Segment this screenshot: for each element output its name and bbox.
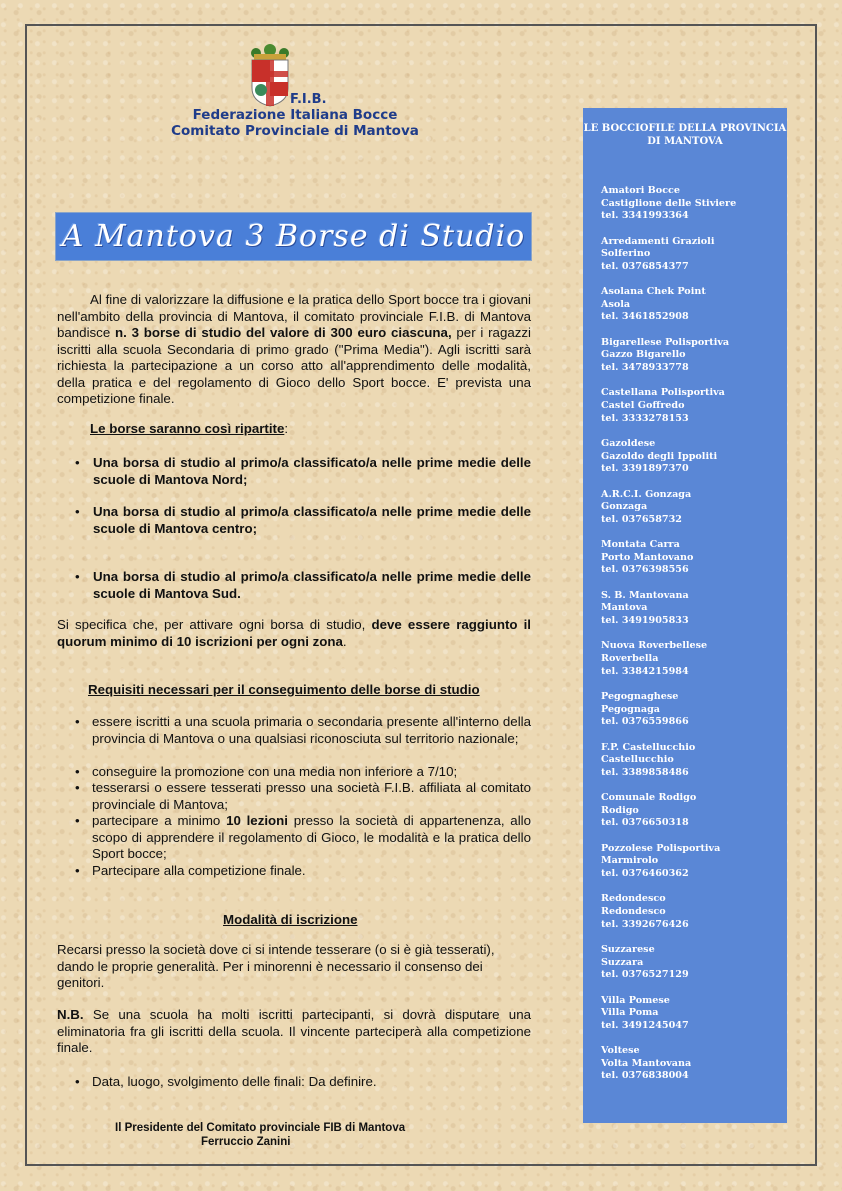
list-item <box>75 714 531 747</box>
club-town: Marmirolo <box>601 855 659 867</box>
distribution-item-text: Una borsa di studio al primo/a classificato/a nelle prime medie delle scuole di Mantova Nord; <box>93 455 531 487</box>
club-entry <box>601 590 689 628</box>
club-tel: tel. 3491245047 <box>601 1019 689 1031</box>
registration-heading <box>223 912 423 929</box>
organization-header <box>150 92 440 139</box>
club-tel: tel. 3389858486 <box>601 766 689 778</box>
list-item <box>75 1074 531 1091</box>
bullet-icon: • <box>75 504 80 519</box>
page-title: A Mantova 3 Borse di Studio <box>61 219 526 254</box>
bullet-icon: • <box>75 780 80 795</box>
president-name: Ferruccio Zanini <box>201 1136 291 1148</box>
club-entry <box>601 944 689 982</box>
club-town: Mantova <box>601 602 648 614</box>
bullet-icon: • <box>75 863 80 878</box>
club-town: Villa Poma <box>601 1007 659 1019</box>
org-name: Federazione Italiana Bocce <box>192 107 398 123</box>
club-name: Castellana Polisportiva <box>601 387 725 399</box>
club-name: Pozzolese Polisportiva <box>601 842 721 854</box>
distribution-heading-colon: : <box>284 421 289 436</box>
quorum-end: . <box>342 633 347 649</box>
club-entry <box>601 640 707 678</box>
club-tel: tel. 0376559866 <box>601 716 689 728</box>
club-town: Castiglione delle Stiviere <box>601 197 737 209</box>
distribution-heading-text: Le borse saranno così ripartite <box>90 421 285 436</box>
bullet-icon: • <box>75 714 80 729</box>
sidebar-title-line1: LE BOCCIOFILE DELLA PROVINCIA <box>583 123 787 134</box>
club-name: Voltese <box>601 1045 640 1057</box>
club-entry <box>601 236 714 274</box>
club-town: Asola <box>601 298 631 310</box>
club-tel: tel. 3461852908 <box>601 311 689 323</box>
club-town: Castel Goffredo <box>601 399 685 411</box>
requirement-pre: partecipare a minimo <box>92 813 227 828</box>
title-banner <box>55 212 532 261</box>
distribution-item-text: Una borsa di studio al primo/a classificato/a nelle prime medie delle scuole di Mantova centro; <box>93 504 531 536</box>
club-name: S. B. Mantovana <box>601 589 689 601</box>
club-tel: tel. 0376398556 <box>601 564 689 576</box>
requirement-text: tesserarsi o essere tesserati presso una società F.I.B. affiliata al comitato provinciale di Mantova; <box>92 780 531 812</box>
bullet-icon: • <box>75 764 80 779</box>
org-committee: Comitato Provinciale di Mantova <box>171 123 419 139</box>
club-name: Arredamenti Grazioli <box>601 235 715 247</box>
list-item <box>75 780 531 813</box>
club-name: Bigarellese Polisportiva <box>601 336 730 348</box>
registration-heading-text: Modalità di iscrizione <box>223 912 358 927</box>
club-name: Villa Pomese <box>601 994 670 1006</box>
club-town: Volta Mantovana <box>601 1057 692 1069</box>
club-town: Roverbella <box>601 652 659 664</box>
club-town: Redondesco <box>601 905 666 917</box>
president-title: Il Presidente del Comitato provinciale FIB di Mantova <box>115 1122 406 1134</box>
club-town: Porto Mantovano <box>601 551 694 563</box>
requirements-heading <box>88 682 528 699</box>
final-info-text: Data, luogo, svolgimento delle finali: Da definire. <box>92 1074 377 1089</box>
list-item <box>75 764 531 781</box>
requirement-text: Partecipare alla competizione finale. <box>92 863 306 878</box>
nb-label: N.B. <box>57 1007 84 1022</box>
club-town: Gazzo Bigarello <box>601 349 686 361</box>
club-entry <box>601 539 693 577</box>
club-entry <box>601 742 695 780</box>
club-tel: tel. 037658732 <box>601 513 682 525</box>
club-name: Gazoldese <box>601 438 656 449</box>
club-entry <box>601 843 720 881</box>
club-entry <box>601 387 725 425</box>
club-entry <box>601 792 696 830</box>
club-name: Pegognaghese <box>601 691 679 702</box>
club-tel: tel. 3392676426 <box>601 918 689 930</box>
club-tel: tel. 3491905833 <box>601 614 689 626</box>
requirement-text: conseguire la promozione con una media non inferiore a 7/10; <box>92 764 458 779</box>
requirement-bold: 10 lezioni <box>226 813 288 828</box>
club-town: Castellucchio <box>601 754 674 766</box>
club-tel: tel. 0376650318 <box>601 817 689 829</box>
club-name: Nuova Roverbellese <box>601 640 708 652</box>
bullet-icon: • <box>75 1074 80 1089</box>
club-name: Amatori Bocce <box>601 185 680 196</box>
club-entry <box>601 438 717 476</box>
quorum-text: Si specifica che, per attivare ogni borsa di studio, <box>57 617 372 632</box>
club-town: Pegognaga <box>601 703 660 715</box>
sidebar-title-line2: DI MANTOVA <box>647 136 723 147</box>
requirements-heading-text: Requisiti necessari per il conseguimento delle borse di studio <box>88 682 480 697</box>
club-town: Gazoldo degli Ippoliti <box>601 450 718 462</box>
org-abbreviation: F.I.B. <box>290 92 327 107</box>
club-tel: tel. 0376854377 <box>601 260 689 272</box>
nb-text: Se una scuola ha molti iscritti partecipanti, si dovrà disputare una eliminatoria fra gli iscritti della scuola. Il vincente parteciperà alla competizione finale. <box>57 1007 531 1055</box>
club-entry <box>601 286 706 324</box>
club-name: F.P. Castellucchio <box>601 741 696 753</box>
club-name: Suzzarese <box>601 944 655 955</box>
signature-block <box>115 1121 405 1149</box>
club-town: Gonzaga <box>601 501 648 513</box>
intro-paragraph <box>57 292 531 408</box>
requirement-text <box>92 813 531 863</box>
sidebar-title <box>583 122 787 148</box>
registration-paragraph: Recarsi presso la società dove ci si intende tesserare (o si è già tesserati), dando le proprie generalità. Per i minorenni è necessario il consenso dei genitori. <box>57 942 495 990</box>
intro-bold-text: n. 3 borse di studio del valore di 300 euro ciascuna, <box>115 325 452 340</box>
club-tel: tel. 0376460362 <box>601 867 689 879</box>
requirement-post: presso la società di appartenenza, allo scopo di apprendere il regolamento di Gioco, le modalità e la pratica dello Sport bocce; <box>92 813 532 861</box>
club-tel: tel. 3478933778 <box>601 361 689 373</box>
club-tel: tel. 3341993364 <box>601 210 689 222</box>
list-item <box>75 504 531 537</box>
distribution-heading <box>90 421 390 438</box>
distribution-item-text: Una borsa di studio al primo/a classificato/a nelle prime medie delle scuole di Mantova Sud. <box>93 569 531 601</box>
club-name: A.R.C.I. Gonzaga <box>601 488 692 500</box>
bullet-icon: • <box>75 569 80 584</box>
club-tel: tel. 0376527129 <box>601 969 689 981</box>
list-item <box>75 455 531 488</box>
nb-paragraph <box>57 1007 531 1057</box>
list-item <box>75 863 531 880</box>
requirement-text: essere iscritti a una scuola primaria o secondaria presente all'interno della provincia di Mantova o una qualsiasi riconosciuta sul territorio nazionale; <box>92 714 531 746</box>
club-town: Suzzara <box>601 956 644 968</box>
quorum-paragraph <box>57 617 531 650</box>
club-entry <box>601 995 689 1033</box>
club-name: Montata Carra <box>601 539 680 551</box>
intro-text: Al fine di valorizzare la diffusione e la pratica dello Sport bocce tra i giovani nell'ambito della provincia di Mantova, il comitato provinciale F.I.B. di Mantova bandisce <box>57 292 531 340</box>
club-tel: tel. 3333278153 <box>601 412 689 424</box>
club-entry <box>601 1045 691 1083</box>
quorum-bold-text: deve essere raggiunto il quorum minimo di 10 iscrizioni per ogni zona <box>57 617 532 649</box>
bullet-icon: • <box>75 455 80 470</box>
list-item <box>75 813 531 863</box>
club-name: Comunale Rodigo <box>601 792 697 804</box>
club-entry <box>601 893 689 931</box>
list-item <box>75 569 531 602</box>
club-entry <box>601 185 736 223</box>
intro-rest-text: per i ragazzi iscritti alla scuola Secondaria di primo grado ("Prima Media"). Agli iscritti sarà richiesta la partecipazione a un corso atto all'apprendimento delle modalità, della pratica e del regolamento di Gioco dello Sport bocce. E' prevista una competizione finale. <box>57 325 531 406</box>
club-tel: tel. 0376838004 <box>601 1070 689 1082</box>
club-name: Redondesco <box>601 893 666 905</box>
club-tel: tel. 3391897370 <box>601 463 689 475</box>
club-name: Asolana Chek Point <box>601 286 706 298</box>
club-entry <box>601 337 729 375</box>
club-town: Solferino <box>601 248 651 260</box>
club-tel: tel. 3384215984 <box>601 665 689 677</box>
bullet-icon: • <box>75 813 80 828</box>
club-entry <box>601 691 689 729</box>
club-entry <box>601 489 691 527</box>
club-town: Rodigo <box>601 804 639 816</box>
clubs-sidebar <box>583 108 787 1123</box>
